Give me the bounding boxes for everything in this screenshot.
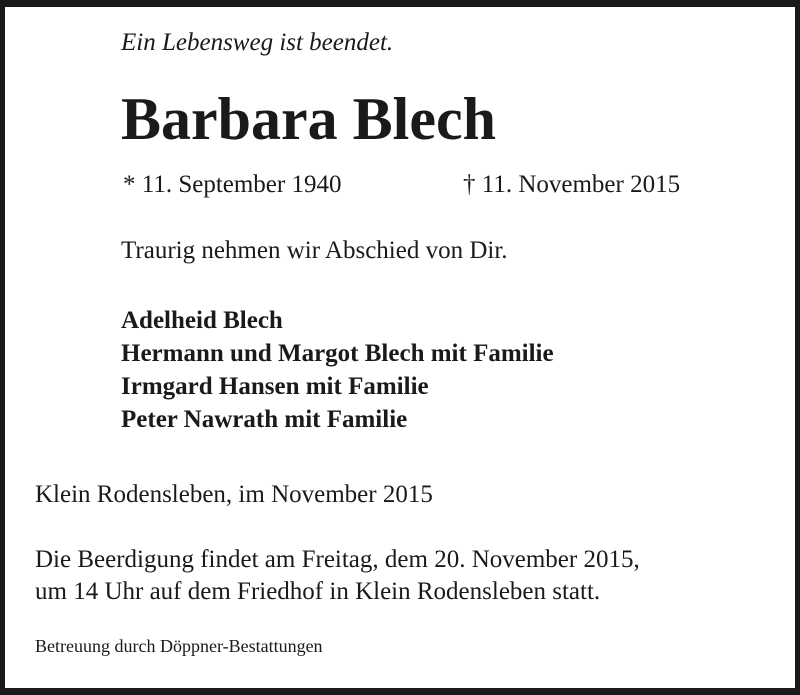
mourners-list bbox=[121, 304, 554, 436]
birth-date: * 11. September 1940 bbox=[123, 171, 342, 198]
funeral-line: um 14 Uhr auf dem Friedhof in Klein Rodensleben statt. bbox=[35, 578, 601, 605]
undertaker-credit: Betreuung durch Döppner-Bestattungen bbox=[35, 636, 323, 656]
mourner-name: Peter Nawrath mit Familie bbox=[121, 406, 408, 433]
place-and-date: Klein Rodensleben, im November 2015 bbox=[35, 481, 433, 508]
motto-text: Ein Lebensweg ist beendet. bbox=[121, 29, 394, 56]
deceased-name: Barbara Blech bbox=[121, 86, 496, 152]
funeral-line: Die Beerdigung findet am Freitag, dem 20. November 2015, bbox=[35, 546, 640, 573]
farewell-text: Traurig nehmen wir Abschied von Dir. bbox=[121, 237, 508, 264]
mourner-name: Adelheid Blech bbox=[121, 307, 283, 334]
funeral-details bbox=[35, 544, 640, 608]
mourner-name: Hermann und Margot Blech mit Familie bbox=[121, 340, 554, 367]
mourner-name: Irmgard Hansen mit Familie bbox=[121, 373, 429, 400]
death-date: † 11. November 2015 bbox=[463, 171, 681, 198]
